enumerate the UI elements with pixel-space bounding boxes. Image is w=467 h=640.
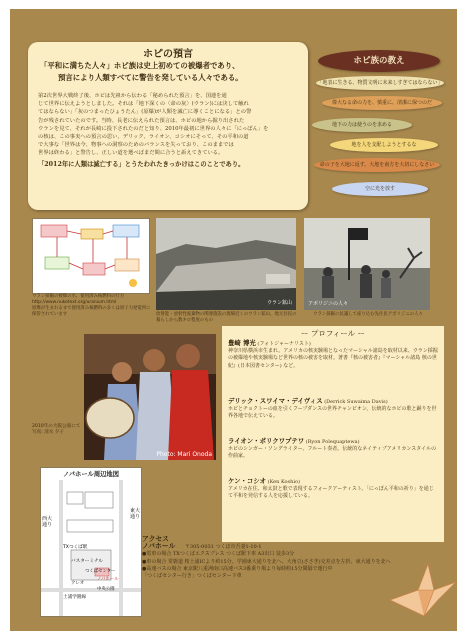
prophecy-title: ホピの預言: [143, 49, 193, 60]
prophecy-panel: [28, 42, 308, 210]
profile-name: デリック・スワイマ・デイヴィス: [228, 397, 323, 405]
profile-name: ケン・コシオ: [228, 477, 267, 485]
teaching-item: 命の子を大地に返す。大地を南方を大切にしなさい: [314, 158, 440, 172]
access-line: 「つくばセンター行き」つくばセンター下車: [142, 573, 242, 580]
teachings-title: ホピ族の教え: [318, 50, 440, 72]
profile-text: 神奈川県横浜市生まれ。アメリカの核実験場となったマーシャル諸島を取材以来、ウラン採掘の被爆地や核実験場など世界の核の被害を取材。著書『核の被害者』『マーシャル諸島 核の世紀』(日本図書センター) など。: [228, 348, 438, 369]
map-label: バスターミナル: [71, 559, 103, 564]
access-line: ●電車の場合 TXつくばエクスプレス つくば駅下車 A3出口 徒歩3分: [142, 551, 295, 558]
prophecy-body-line: 世界は終わる」と警告し、正しい道を選べばまだ間に合うと訴えてきている。: [38, 150, 224, 157]
access-title: アクセス: [142, 535, 169, 543]
venue-map: [40, 467, 142, 617]
map-label: ノバホール: [97, 577, 119, 582]
profile-role: (Derrick Suwaima Davis): [324, 399, 388, 405]
profile-heading: ー プロフィール ー: [300, 329, 366, 338]
protest-caption: ウラン採掘に抗議して座り込む先住民アボリジニの人々: [313, 312, 423, 317]
map-graphic: [41, 480, 141, 616]
mine-caption: 放射能・放射性廃棄物の関連施設の現場近くのウラン鉱山、地元住民の暮らしから数キロ程度のもの: [156, 312, 297, 323]
mine-photo-label: ウラン鉱山: [266, 300, 292, 306]
protest-photo: [304, 218, 430, 310]
profile-name: ライオン・ポリクワプテワ: [228, 437, 305, 445]
map-label: 西大通り: [42, 516, 53, 528]
prophecy-body-line: で大事な「世界は今、物事への洞察のためのバランスを失っており、このままでは: [38, 142, 234, 149]
map-label: クレオ: [71, 581, 85, 586]
teaching-item: 「地表に生きる、物質文明に未来しすぎてはならない」: [316, 76, 444, 90]
prophecy-body-line: てはならない」「灰のつまったひょうたん」(原爆)が人類を滅亡に導くことになる」との警: [38, 109, 252, 116]
access-info: [142, 536, 392, 580]
map-label: 東大通り: [130, 508, 141, 520]
profile-text: ホピとチョクトーの血を引くフープダンスの世界チャンピオン。伝統的なホピの歌と踊りを世界各地で伝えている。: [228, 406, 437, 420]
map-title: ノバホール周辺地図: [62, 471, 120, 478]
map-label: 土浦学園線: [63, 595, 86, 600]
prophecy-body: [38, 92, 300, 169]
teaching-item: 地下の力は使うのを求める: [312, 118, 412, 132]
map-label: つくばセンター: [85, 569, 116, 574]
profile-panel: [222, 326, 444, 542]
profile-role: (フォトジャーナリスト): [257, 341, 311, 347]
access-line: ●高速バスの場合 東京駅八重洲南口高速バス3番乗り場より毎時約15分間隔で運行中: [142, 565, 333, 572]
access-line: ●車の場合 常磐道 桜土浦ICより約15分。学園東大通りを北へ、大角豆(ささぎ)交差点を左折、東大通りを北へ: [142, 558, 391, 565]
prophecy-lead-line-2: 預言により人類すべてに警告を発している人々である。: [58, 73, 243, 82]
protest-photo-graphic: [304, 218, 430, 310]
profile-entry: [228, 398, 438, 421]
profile-role: (Ken Koshio): [267, 479, 300, 485]
teaching-item: 地を人を支配しようとするな: [330, 138, 438, 152]
teaching-item: 空に光を放す: [332, 182, 428, 196]
diagram-graphic: [33, 219, 149, 293]
map-label: TXつくば駅: [63, 545, 88, 550]
mine-photo-graphic: [156, 218, 296, 310]
prophecy-body-line: 第2次世界大戦終了後、ホピは先祖から伝わる「秘められた預言」を、国連を通: [38, 93, 227, 99]
protest-photo-label: アボリジニの人々: [308, 301, 349, 307]
profile-entry: [228, 438, 438, 461]
mine-photo: [156, 218, 296, 310]
profile-text: アメリカ在住、和太鼓と歌で表現するフォークアーティスト。「にっぽん平和の祈り」を通じて平和を発信する人を応援している。: [228, 486, 434, 500]
profile-role: (Ryon Polequaptewa): [305, 439, 360, 445]
profile-text: ホピのシンガー・ソングライター、フルート奏者。伝統的なネイティブアメリカンスタイルの作曲家。: [228, 446, 437, 460]
prophecy-body-line: ウランを見て、それが長崎に投下されたのだと知り、2010年最初に世界の人々に「にっぽん」を: [38, 125, 269, 132]
teaching-item: 偉大なる命の力を、慎重に、清潔に保つのだ: [322, 96, 442, 110]
profile-entry: [228, 478, 438, 501]
prophecy-lead-line-1: 「平和に満ちた人々」ホピ族は史上初めての被爆者であり、: [40, 61, 240, 70]
prophecy-body-line: じて世界に伝えようとしました。それは「地下深くの〈命の灰〉(ウラン)には決して触れ: [38, 101, 249, 108]
map-label: 中央公園: [97, 587, 115, 592]
uranium-diagram: [32, 218, 150, 294]
concert-photo: [84, 334, 216, 460]
concert-photo-graphic: [84, 334, 216, 460]
prophecy-body-line: 告が残されていたのです。当時、長老に伝えられた預言は、ホピの地から掘り出された: [38, 117, 245, 124]
diagram-caption: ウラン採掘の被爆の水、使用済み核燃料の行方 http://www.nuketext.org/uranium.html 原爆が生まれるまで使用済み核燃料の多くは原子力発電所に保管されています: [32, 294, 151, 317]
venue-address: 〒305-0031 つくば市吾妻1-10-1: [184, 544, 262, 551]
prophecy-body-line: の核は、この事実への預言の思い、デリック、ライオン、コシオにそって、その平和の道: [38, 134, 249, 141]
paper-crane-icon: [388, 560, 458, 620]
profile-name: 豊崎 博光: [228, 339, 256, 347]
venue-name: ノバホール: [142, 542, 176, 551]
profile-entry: [228, 340, 438, 370]
photo-credit: Photo: Mari Onoda: [156, 451, 212, 458]
prophecy-body-line: 「2012年に人類は滅亡する」とうたわれたきっかけはこのことであり。: [38, 160, 245, 168]
concert-caption: 2010年の大阪公演にて 写真: 清水 夕子: [32, 424, 81, 435]
prophecy-lead: [40, 60, 300, 84]
